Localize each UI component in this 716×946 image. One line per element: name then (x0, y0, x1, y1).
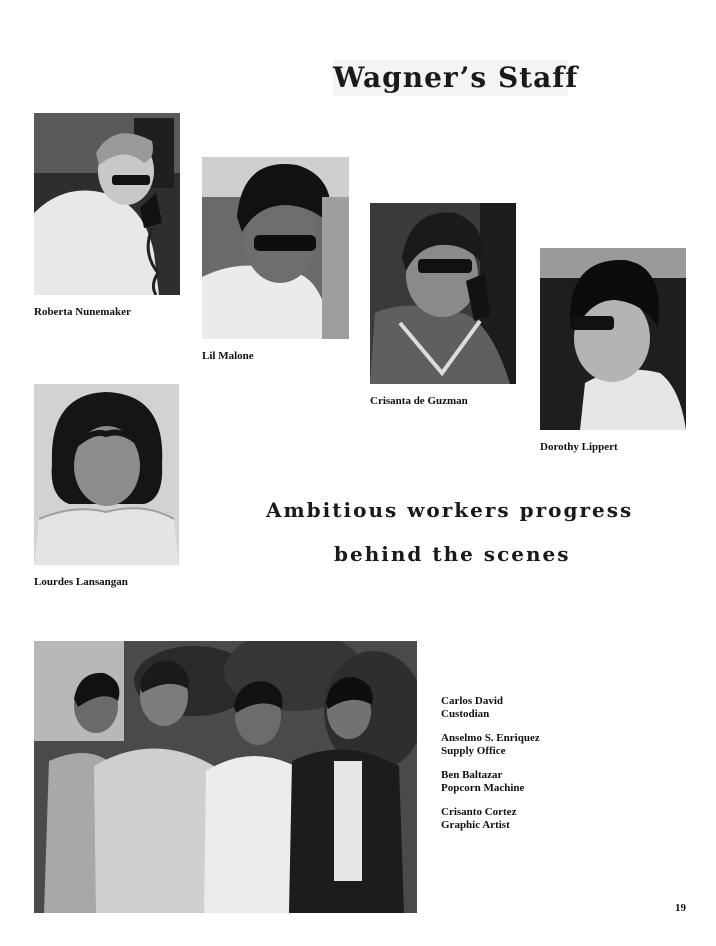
staff-name: Anselmo S. Enriquez (441, 732, 540, 744)
portrait-photo-roberta (34, 113, 180, 295)
headline-line-1: Ambitious workers progress (266, 498, 634, 522)
headline-line-2: behind the scenes (334, 542, 571, 566)
staff-entry (441, 695, 591, 721)
group-staff-list (441, 695, 591, 843)
staff-entry (441, 732, 591, 758)
staff-role: Graphic Artist (441, 819, 510, 831)
portrait-photo-lil (202, 157, 349, 339)
portrait-caption: Lourdes Lansangan (34, 576, 128, 588)
portrait-photo-crisanta (370, 203, 516, 384)
staff-entry (441, 806, 591, 832)
portrait-caption: Lil Malone (202, 350, 254, 362)
staff-role: Supply Office (441, 745, 506, 757)
staff-role: Custodian (441, 708, 490, 720)
page-number: 19 (675, 902, 686, 914)
staff-entry (441, 769, 591, 795)
portrait-photo-dorothy (540, 248, 686, 430)
staff-role: Popcorn Machine (441, 782, 525, 794)
group-photo (34, 641, 417, 913)
portrait-caption: Crisanta de Guzman (370, 395, 468, 407)
staff-name: Carlos David (441, 695, 504, 707)
staff-name: Ben Baltazar (441, 769, 503, 781)
staff-name: Crisanto Cortez (441, 806, 517, 818)
portrait-caption: Roberta Nunemaker (34, 306, 131, 318)
page-title: Wagner’s Staff (333, 61, 579, 94)
portrait-caption: Dorothy Lippert (540, 441, 618, 453)
portrait-photo-lourdes (34, 384, 179, 565)
